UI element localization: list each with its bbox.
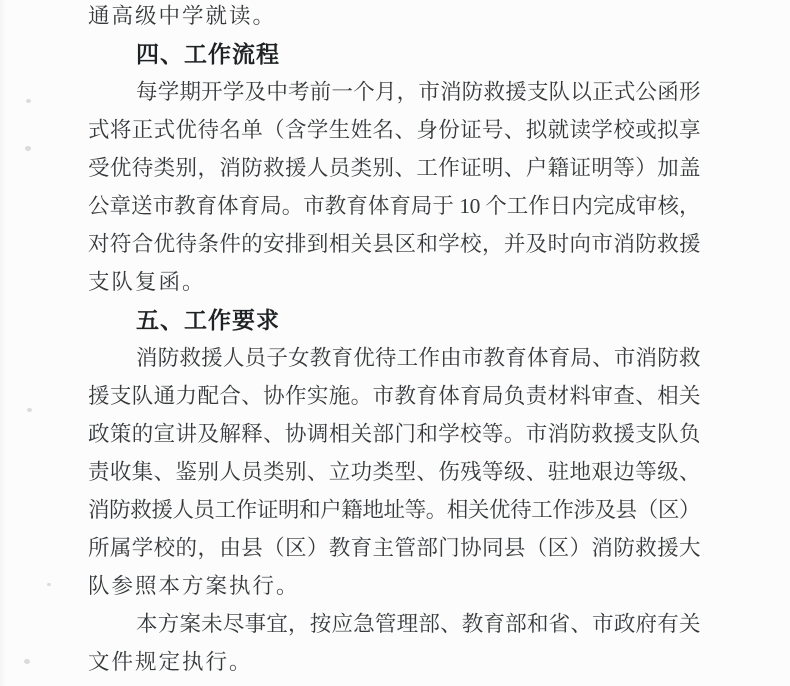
text-line: 对符合优待条件的安排到相关县区和学校，并及时向市消防救援 xyxy=(88,232,700,256)
section-heading-work-requirements: 五、工作要求 xyxy=(136,307,280,333)
scan-artifact-speck xyxy=(26,99,31,103)
scan-artifact-speck xyxy=(24,659,30,664)
text-line: 受优待类别，消防救援人员类别、工作证明、户籍证明等）加盖 xyxy=(88,156,700,180)
document-text-block xyxy=(88,0,700,681)
text-line: 消防救援人员工作证明和户籍地址等。相关优待工作涉及县（区） xyxy=(88,498,700,522)
text-line: 每学期开学及中考前一个月，市消防救援支队以正式公函形 xyxy=(136,80,700,104)
text-line: 公章送市教育体育局。市教育体育局于 10 个工作日内完成审核， xyxy=(88,194,700,218)
text-line: 通高级中学就读。 xyxy=(88,4,277,28)
text-line: 消防救援人员子女教育优待工作由市教育体育局、市消防救 xyxy=(136,346,700,370)
scan-artifact-speck xyxy=(25,146,31,151)
text-line: 队参照本方案执行。 xyxy=(88,574,300,598)
text-line: 援支队通力配合、协作实施。市教育体育局负责材料审查、相关 xyxy=(88,384,700,408)
text-line: 本方案未尽事宜，按应急管理部、教育部和省、市政府有关 xyxy=(136,612,700,636)
scan-artifact-speck xyxy=(27,408,32,412)
text-line: 式将正式优待名单（含学生姓名、身份证号、拟就读学校或拟享 xyxy=(88,118,700,142)
text-line: 文件规定执行。 xyxy=(88,650,253,674)
text-line: 政策的宣讲及解释、协调相关部门和学校等。市消防救援支队负 xyxy=(88,422,700,446)
scan-artifact-speck xyxy=(47,583,51,586)
text-line: 所属学校的，由县（区）教育主管部门协同县（区）消防救援大 xyxy=(88,536,700,560)
section-heading-work-process: 四、工作流程 xyxy=(136,41,280,67)
text-line: 支队复函。 xyxy=(88,270,206,294)
text-line: 责收集、鉴别人员类别、立功类型、伤残等级、驻地艰边等级、 xyxy=(88,460,700,484)
